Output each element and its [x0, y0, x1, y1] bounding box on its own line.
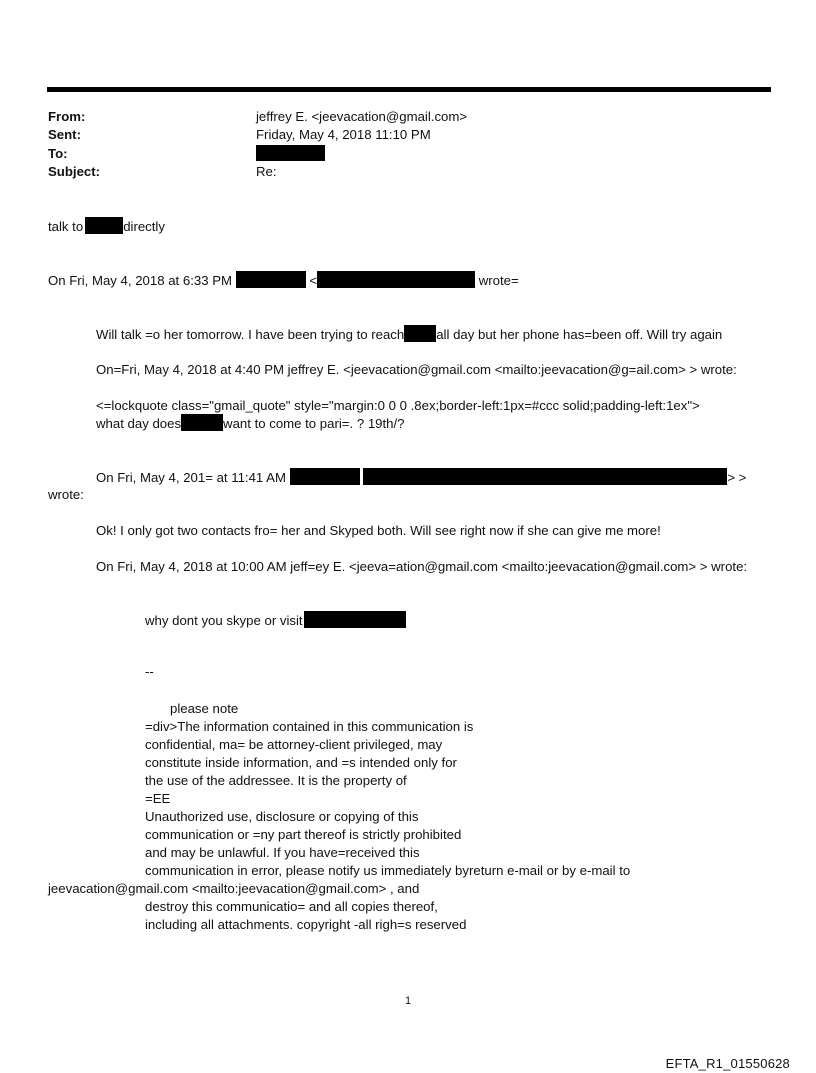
signature-line: Unauthorized use, disclosure or copying of this [145, 809, 419, 824]
quote2-line1: Ok! I only got two contacts fro= her and Skyped both. Will see right now if she can give me more! [96, 523, 661, 538]
signature-line: destroy this communicatio= and all copies thereof, [145, 899, 438, 914]
signature-please-note: please note [170, 701, 239, 716]
document-id: EFTA_R1_01550628 [665, 1056, 790, 1071]
signature-line: communication in error, please notify us immediately byreturn e-mail or by e-mail to [145, 863, 631, 878]
page-number: 1 [404, 995, 412, 1007]
redaction [317, 271, 475, 288]
quote1-attribution-lt: < [309, 273, 318, 288]
reply-text-part2: directly [123, 219, 165, 234]
signature-line: constitute inside information, and =s intended only for [145, 755, 457, 770]
redaction [404, 325, 436, 342]
redaction [181, 414, 223, 431]
quote1-question [96, 414, 405, 432]
sent-label: Sent: [48, 127, 81, 142]
quote2-attribution-part1: On Fri, May 4, 201= at 11:41 AM [96, 470, 286, 485]
signature-dashes: -- [145, 664, 154, 679]
subject-label: Subject: [48, 164, 101, 179]
quote3-line1-text: why dont you skype or visit [145, 613, 303, 628]
quote1-question-part1: what day does [96, 416, 182, 431]
to-redaction [256, 145, 325, 161]
signature-line: the use of the addressee. It is the property of [145, 773, 407, 788]
signature-email-line: jeevacation@gmail.com <mailto:jeevacation@gmail.com> , and [48, 881, 420, 896]
quote2-attribution-tail: > > [727, 470, 747, 485]
reply-text [48, 217, 165, 235]
quote1-line1-part2: all day but her phone has=been off. Will try again [436, 327, 723, 342]
signature-line: =div>The information contained in this communication is [145, 719, 474, 734]
quote1-line1-part1: Will talk =o her tomorrow. I have been trying to reach [96, 327, 405, 342]
signature-line: confidential, ma= be attorney-client privileged, may [145, 737, 443, 752]
redaction [85, 217, 123, 234]
redaction [236, 271, 306, 288]
signature-line: and may be unlawful. If you have=received this [145, 845, 420, 860]
quote2-wrote: wrote: [48, 487, 84, 502]
quote1-question-part2: want to come to pari=. ? 19th/? [223, 416, 405, 431]
reply-text-part1: talk to [48, 219, 84, 234]
sent-value: Friday, May 4, 2018 11:10 PM [256, 127, 431, 142]
quote1-attribution-part2: wrote= [478, 273, 519, 288]
to-label: To: [48, 146, 68, 161]
subject-value: Re: [256, 164, 277, 179]
from-value: jeffrey E. <jeevacation@gmail.com> [256, 109, 468, 124]
quote2-attribution2: On Fri, May 4, 2018 at 10:00 AM jeff=ey E. <jeeva=ation@gmail.com <mailto:jeevacation@gmail.com> > wrote: [96, 559, 748, 574]
quote1-line1 [96, 325, 722, 343]
redaction [304, 611, 406, 628]
quote1-attribution [48, 271, 519, 289]
quote1-blockquote-markup: <=lockquote class="gmail_quote" style="margin:0 0 0 .8ex;border-left:1px=#ccc solid;padding-left:1ex"> [96, 398, 700, 413]
quote1-attribution-part1: On Fri, May 4, 2018 at 6:33 PM [48, 273, 232, 288]
quote1-attribution2: On=Fri, May 4, 2018 at 4:40 PM jeffrey E. <jeevacation@gmail.com <mailto:jeevacation@g=ail.com> > wrote: [96, 362, 737, 377]
signature-line: including all attachments. copyright -all righ=s reserved [145, 917, 467, 932]
quote2-attribution [96, 468, 746, 486]
from-label: From: [48, 109, 86, 124]
signature-line: =EE [145, 791, 171, 806]
quote3-line1 [145, 611, 406, 629]
header-divider [47, 87, 771, 92]
redaction [290, 468, 360, 485]
signature-line: communication or =ny part thereof is strictly prohibited [145, 827, 462, 842]
redaction [363, 468, 727, 485]
